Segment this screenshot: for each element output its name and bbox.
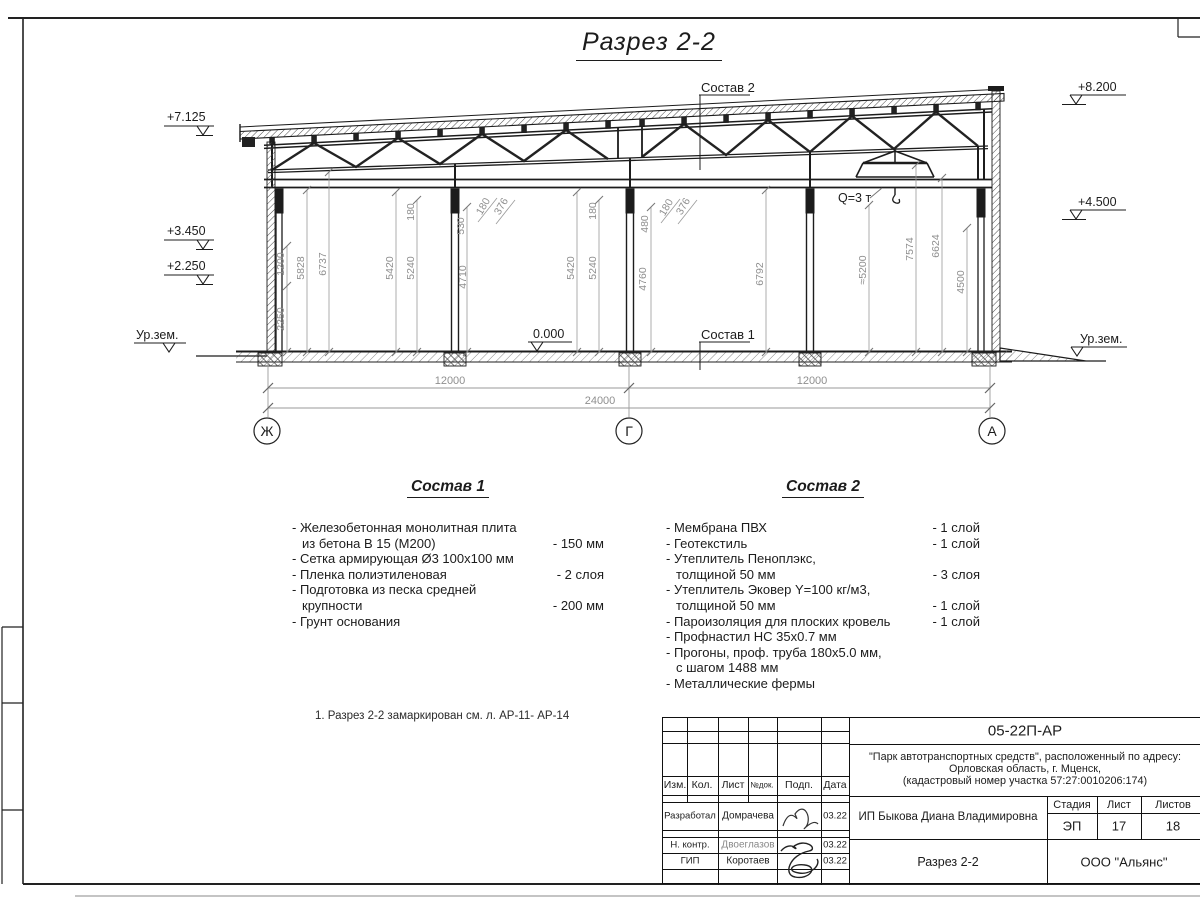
svg-text:7574: 7574: [904, 237, 916, 261]
elevation-left-3: +2.250: [167, 259, 206, 273]
list-item: - Профнастил НС 35х0.7 мм: [666, 629, 837, 645]
list-item: крупности - 200 мм: [302, 597, 604, 613]
tb-col-izm: Изм.: [663, 779, 687, 791]
svg-text:5420: 5420: [384, 256, 396, 280]
svg-text:2250: 2250: [275, 307, 287, 331]
eaves-cap: [242, 137, 255, 147]
tb-date-gip: 03.22: [823, 855, 847, 867]
elevation-right-1: +8.200: [1078, 80, 1117, 94]
drawing-note: 1. Разрез 2-2 замаркирован см. л. АР-11- АР-14: [315, 710, 570, 722]
axis-bubbles: [254, 418, 1005, 444]
axis-letter-mid: Г: [625, 423, 633, 439]
list-item: с шагом 1488 мм: [676, 660, 779, 676]
elevation-left-1: +7.125: [167, 110, 206, 124]
list-item: - Прогоны, проф. труба 180х5.0 мм,: [666, 644, 882, 660]
tb-role-developed: Разработал: [664, 810, 716, 822]
svg-text:4500: 4500: [955, 270, 967, 294]
list-item: - Пленка полиэтиленовая - 2 слоя: [292, 566, 604, 582]
crane-capacity-label: Q=3 т: [838, 191, 872, 205]
svg-text:12000: 12000: [434, 375, 466, 387]
svg-text:5240: 5240: [587, 256, 599, 280]
svg-text:180: 180: [587, 202, 599, 220]
list-item: толщиной 50 мм - 1 слой: [676, 597, 980, 613]
elevation-left-ground: Ур.зем.: [136, 328, 179, 342]
tb-stage-label: Стадия: [1053, 799, 1091, 811]
svg-text:5240: 5240: [405, 256, 417, 280]
title-block: [662, 717, 1200, 884]
parapet-cap: [988, 86, 1004, 91]
tb-name-gip: Коротаев: [726, 855, 770, 867]
sostav1-heading: Состав 1: [292, 478, 604, 496]
sostav2-heading: Состав 2: [666, 478, 980, 496]
tb-col-ndok: №док.: [750, 780, 774, 790]
svg-text:5828: 5828: [295, 256, 307, 280]
list-item: - Железобетонная монолитная плита: [292, 520, 517, 535]
tb-doc-number: 05-22П-АР: [987, 722, 1063, 740]
svg-text:6624: 6624: [930, 234, 942, 258]
svg-text:≈5200: ≈5200: [857, 255, 869, 285]
list-item: - Пароизоляция для плоских кровель - 1 слой: [666, 613, 980, 629]
tb-role-gip: ГИП: [680, 855, 700, 867]
tb-sheet-title: Разрез 2-2: [917, 855, 979, 869]
list-item: - Грунт основания: [292, 613, 401, 629]
tb-col-podp: Подп.: [785, 779, 813, 791]
svg-text:6737: 6737: [317, 252, 329, 276]
svg-text:24000: 24000: [584, 395, 616, 407]
tb-date-developed: 03.22: [823, 810, 847, 822]
elevation-zero: 0.000: [533, 327, 565, 341]
signature-control-gip: [775, 837, 825, 883]
elevation-left-2: +3.450: [167, 224, 206, 238]
tb-role-ncontrol: Н. контр.: [670, 839, 710, 851]
tb-company: ООО "Альянс": [1080, 854, 1168, 870]
top-beam: [264, 180, 992, 188]
list-item: - Подготовка из песка средней: [292, 582, 477, 598]
tb-project-line2: Орловская область, г. Мценск,: [948, 763, 1102, 775]
tb-sheets-value: 18: [1165, 818, 1181, 834]
svg-text:180: 180: [473, 195, 493, 218]
purlin-stubs: [270, 102, 981, 145]
tb-col-data: Дата: [823, 779, 847, 791]
vertical-dim-texts: [275, 196, 967, 331]
list-item: - Мембрана ПВХ - 1 слой: [666, 520, 980, 535]
tb-name-ncontrol: Двоеглазов: [721, 839, 775, 851]
tb-sheets-label: Листов: [1155, 799, 1191, 811]
list-item: из бетона В 15 (М200) - 150 мм: [302, 535, 604, 551]
svg-text:376: 376: [673, 195, 693, 218]
tb-client: ИП Быкова Диана Владимировна: [858, 811, 1038, 823]
tb-sheet-value: 17: [1111, 818, 1127, 834]
list-item: - Геотекстиль - 1 слой: [666, 535, 980, 551]
sostav2-list: [666, 478, 980, 692]
tb-project-line1: "Парк автотранспортных средств", расположенный по адресу:: [868, 751, 1182, 763]
svg-text:4760: 4760: [637, 267, 649, 291]
axis-letter-left: Ж: [260, 423, 274, 439]
svg-text:530: 530: [455, 217, 467, 235]
svg-text:12000: 12000: [796, 375, 828, 387]
svg-text:6792: 6792: [754, 262, 766, 286]
list-item: - Металлические фермы: [666, 675, 815, 691]
axis-letter-right: А: [987, 423, 997, 439]
tb-col-kol: Кол.: [691, 779, 713, 791]
elevation-right-2: +4.500: [1078, 195, 1117, 209]
svg-text:5420: 5420: [565, 256, 577, 280]
svg-text:1200: 1200: [275, 252, 287, 276]
tb-col-list: Лист: [721, 779, 745, 791]
tb-project-line3: (кадастровый номер участка 57:27:0010206:174): [902, 775, 1148, 787]
tb-date-ncontrol: 03.22: [823, 839, 847, 851]
right-wall: [992, 91, 1000, 352]
page-title: Разрез 2-2: [576, 28, 722, 61]
list-item: - Утеплитель Эковер Y=100 кг/м3,: [666, 582, 871, 598]
elevation-right-ground: Ур.зем.: [1080, 332, 1123, 346]
sostav1-list: [292, 478, 604, 629]
list-item: - Утеплитель Пеноплэкс,: [666, 551, 816, 567]
svg-text:180: 180: [405, 203, 417, 221]
svg-text:180: 180: [656, 196, 676, 219]
sostav2-leader-label: Состав 2: [701, 80, 755, 95]
svg-text:376: 376: [491, 195, 511, 218]
list-item: толщиной 50 мм - 3 слоя: [676, 566, 980, 582]
tb-name-developed: Домрачева: [722, 810, 774, 822]
signature-developed: [779, 798, 821, 836]
list-item: - Сетка армирующая Ø3 100х100 мм: [292, 551, 514, 567]
sostav1-leader-label: Состав 1: [701, 327, 755, 342]
bottom-dims: [263, 362, 995, 417]
tb-sheet-label: Лист: [1107, 799, 1131, 811]
left-wall: [267, 142, 275, 352]
svg-text:4710: 4710: [457, 265, 469, 289]
crane-hook: [893, 195, 900, 203]
svg-text:480: 480: [639, 215, 651, 233]
tb-stage-value: ЭП: [1062, 818, 1082, 834]
